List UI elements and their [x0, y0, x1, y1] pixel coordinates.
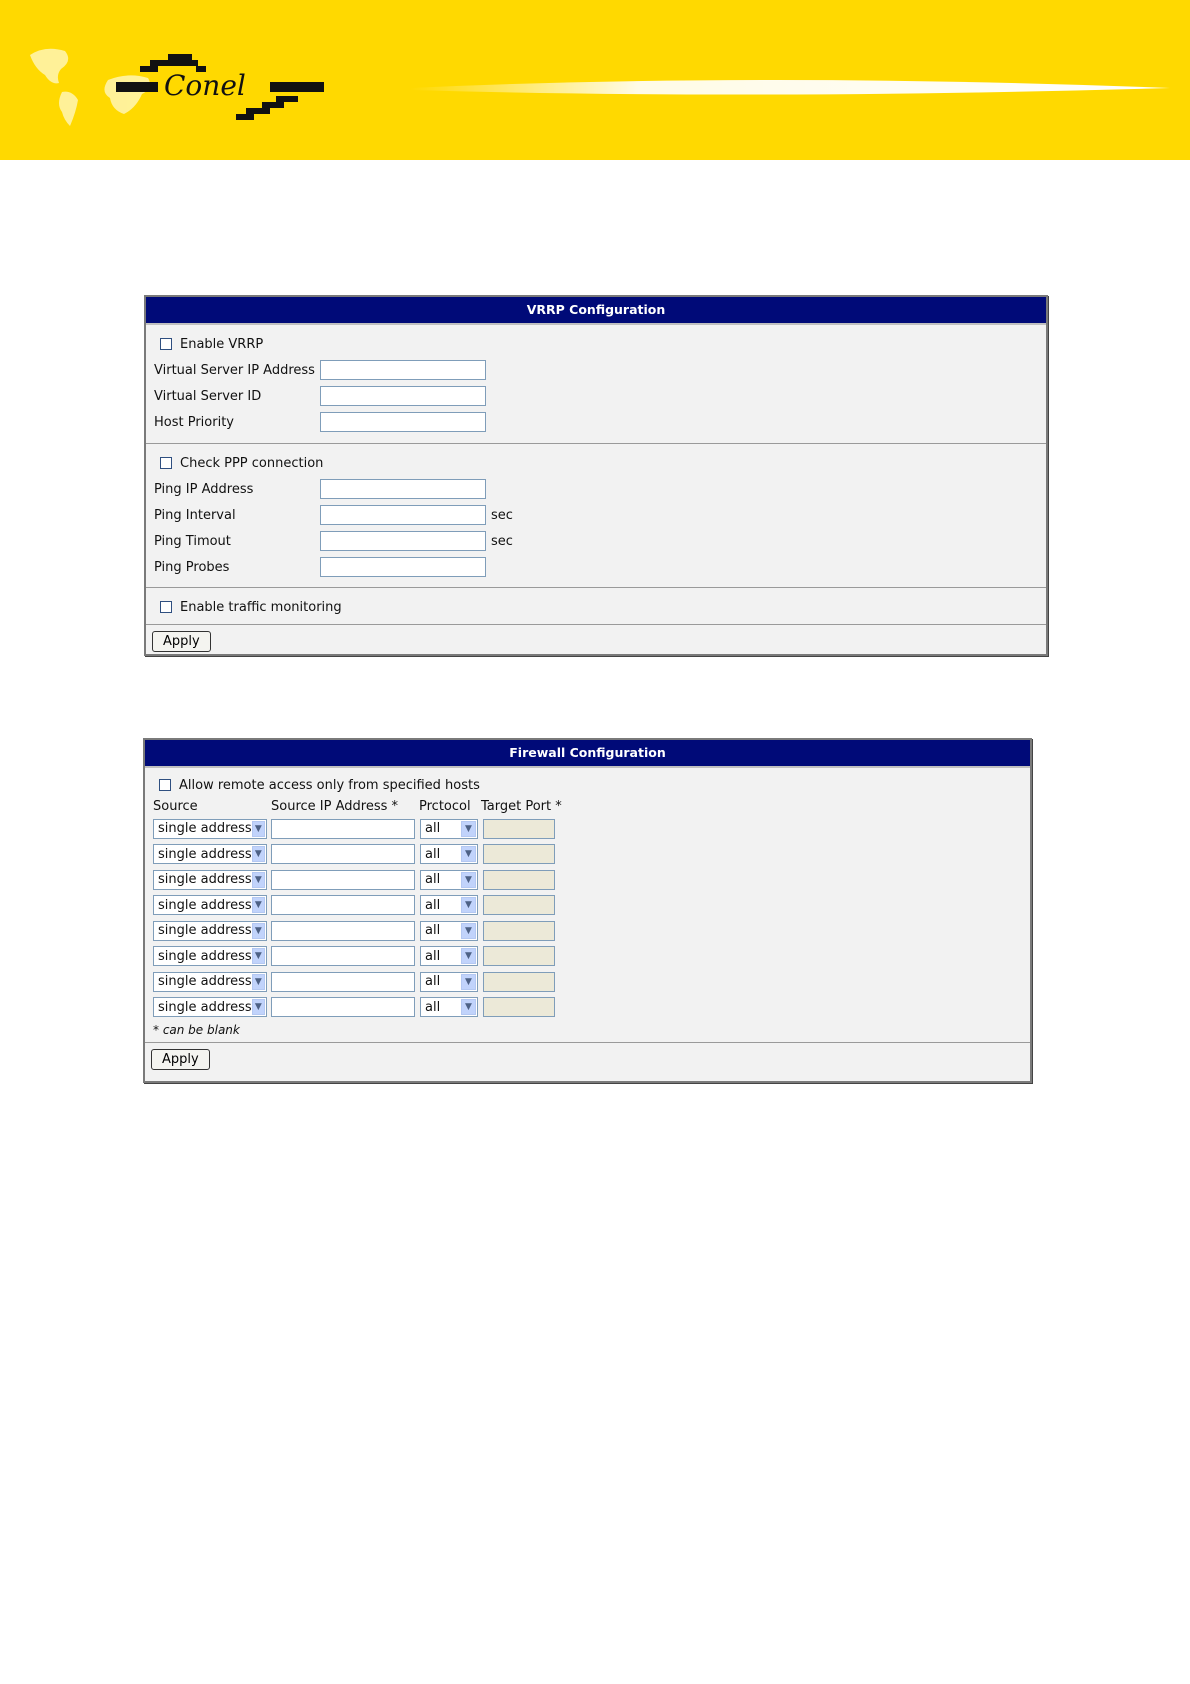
source-select[interactable]	[153, 819, 267, 839]
field-label: Ping IP Address	[154, 481, 254, 497]
target-port-input[interactable]	[483, 844, 555, 864]
traffic-monitoring-label: Enable traffic monitoring	[180, 599, 342, 615]
chevron-down-icon[interactable]: ▼	[252, 897, 265, 913]
target-port-input[interactable]	[483, 997, 555, 1017]
chevron-down-icon[interactable]: ▼	[461, 846, 476, 862]
check-ppp-label: Check PPP connection	[180, 455, 324, 471]
unit-label: sec	[491, 533, 513, 549]
traffic-section	[146, 588, 1046, 625]
target-port-input[interactable]	[483, 895, 555, 915]
chevron-down-icon[interactable]: ▼	[461, 821, 476, 837]
source-select[interactable]	[153, 921, 267, 941]
protocol-select[interactable]	[420, 972, 478, 992]
protocol-select[interactable]	[420, 895, 478, 915]
protocol-select-value: all	[425, 948, 441, 964]
ping-interval-input[interactable]	[320, 505, 486, 525]
protocol-select[interactable]	[420, 921, 478, 941]
col-source-ip: Source IP Address *	[271, 798, 398, 814]
protocol-select-value: all	[425, 846, 441, 862]
protocol-select[interactable]	[420, 997, 478, 1017]
virtual-server-ip-input[interactable]	[320, 360, 486, 380]
source-ip-input[interactable]	[271, 972, 415, 992]
conel-logo	[0, 0, 1190, 160]
source-select-value: single address	[158, 923, 252, 939]
source-select[interactable]	[153, 972, 267, 992]
target-port-input[interactable]	[483, 921, 555, 941]
source-select[interactable]	[153, 844, 267, 864]
firewall-apply-button[interactable]: Apply	[151, 1049, 210, 1070]
svg-text:Conel: Conel	[164, 69, 246, 102]
allow-remote-label: Allow remote access only from specified hosts	[179, 777, 480, 793]
field-label: Ping Probes	[154, 559, 230, 575]
protocol-select-value: all	[425, 923, 441, 939]
table-row	[153, 995, 1022, 1021]
vrrp-section	[146, 325, 1046, 444]
firewall-apply-section	[145, 1043, 1030, 1076]
chevron-down-icon[interactable]: ▼	[461, 923, 476, 939]
source-select-value: single address	[158, 872, 252, 888]
source-select-value: single address	[158, 974, 252, 990]
protocol-select[interactable]	[420, 844, 478, 864]
target-port-input[interactable]	[483, 972, 555, 992]
table-row	[153, 816, 1022, 842]
enable-vrrp-label: Enable VRRP	[180, 336, 264, 352]
source-select-value: single address	[158, 821, 252, 837]
chevron-down-icon[interactable]: ▼	[461, 872, 476, 888]
blank-note: * can be blank	[153, 1023, 240, 1037]
virtual-server-id-input[interactable]	[320, 386, 486, 406]
protocol-select-value: all	[425, 872, 441, 888]
source-select-value: single address	[158, 999, 252, 1015]
chevron-down-icon[interactable]: ▼	[252, 923, 265, 939]
protocol-select[interactable]	[420, 819, 478, 839]
field-label: Virtual Server IP Address	[154, 362, 315, 378]
col-protocol: Prctocol	[419, 798, 471, 814]
chevron-down-icon[interactable]: ▼	[252, 846, 265, 862]
source-ip-input[interactable]	[271, 921, 415, 941]
ping-probes-input[interactable]	[320, 557, 486, 577]
protocol-select-value: all	[425, 999, 441, 1015]
source-ip-input[interactable]	[271, 844, 415, 864]
chevron-down-icon[interactable]: ▼	[252, 974, 265, 990]
vrrp-apply-button[interactable]: Apply	[152, 631, 211, 652]
source-ip-input[interactable]	[271, 946, 415, 966]
enable-vrrp-checkbox[interactable]	[160, 338, 172, 350]
firewall-rules-section	[145, 768, 1030, 1043]
protocol-select[interactable]	[420, 946, 478, 966]
protocol-select-value: all	[425, 821, 441, 837]
source-ip-input[interactable]	[271, 870, 415, 890]
field-label: Host Priority	[154, 414, 234, 430]
ping-ip-input[interactable]	[320, 479, 486, 499]
chevron-down-icon[interactable]: ▼	[461, 974, 476, 990]
source-select[interactable]	[153, 946, 267, 966]
host-priority-input[interactable]	[320, 412, 486, 432]
target-port-input[interactable]	[483, 946, 555, 966]
unit-label: sec	[491, 507, 513, 523]
firewall-title: Firewall Configuration	[145, 740, 1030, 768]
target-port-input[interactable]	[483, 870, 555, 890]
firewall-panel	[143, 738, 1032, 1083]
table-row	[153, 918, 1022, 944]
table-row	[153, 944, 1022, 970]
protocol-select-value: all	[425, 974, 441, 990]
source-ip-input[interactable]	[271, 997, 415, 1017]
column-headers	[153, 796, 1022, 816]
field-label: Ping Timout	[154, 533, 231, 549]
source-select[interactable]	[153, 895, 267, 915]
ppp-section	[146, 444, 1046, 588]
vrrp-apply-section	[146, 625, 1046, 658]
field-label: Ping Interval	[154, 507, 236, 523]
table-row	[153, 842, 1022, 868]
chevron-down-icon[interactable]: ▼	[461, 897, 476, 913]
table-row	[153, 969, 1022, 995]
check-ppp-checkbox[interactable]	[160, 457, 172, 469]
source-select-value: single address	[158, 897, 252, 913]
table-row	[153, 893, 1022, 919]
source-select[interactable]	[153, 997, 267, 1017]
chevron-down-icon[interactable]: ▼	[252, 948, 265, 964]
source-ip-input[interactable]	[271, 819, 415, 839]
vrrp-title: VRRP Configuration	[146, 297, 1046, 325]
source-ip-input[interactable]	[271, 895, 415, 915]
table-row	[153, 867, 1022, 893]
chevron-down-icon[interactable]: ▼	[252, 999, 265, 1015]
source-select-value: single address	[158, 846, 252, 862]
vrrp-panel	[144, 295, 1048, 656]
chevron-down-icon[interactable]: ▼	[461, 999, 476, 1015]
protocol-select[interactable]	[420, 870, 478, 890]
ping-timeout-input[interactable]	[320, 531, 486, 551]
traffic-monitoring-checkbox[interactable]	[160, 601, 172, 613]
col-target-port: Target Port *	[481, 798, 562, 814]
target-port-input[interactable]	[483, 819, 555, 839]
chevron-down-icon[interactable]: ▼	[252, 821, 265, 837]
chevron-down-icon[interactable]: ▼	[252, 872, 265, 888]
field-label: Virtual Server ID	[154, 388, 262, 404]
source-select-value: single address	[158, 948, 252, 964]
chevron-down-icon[interactable]: ▼	[461, 948, 476, 964]
allow-remote-checkbox[interactable]	[159, 779, 171, 791]
col-source: Source	[153, 798, 198, 814]
source-select[interactable]	[153, 870, 267, 890]
header-banner	[0, 0, 1190, 160]
protocol-select-value: all	[425, 897, 441, 913]
firewall-rows	[153, 816, 1022, 1020]
